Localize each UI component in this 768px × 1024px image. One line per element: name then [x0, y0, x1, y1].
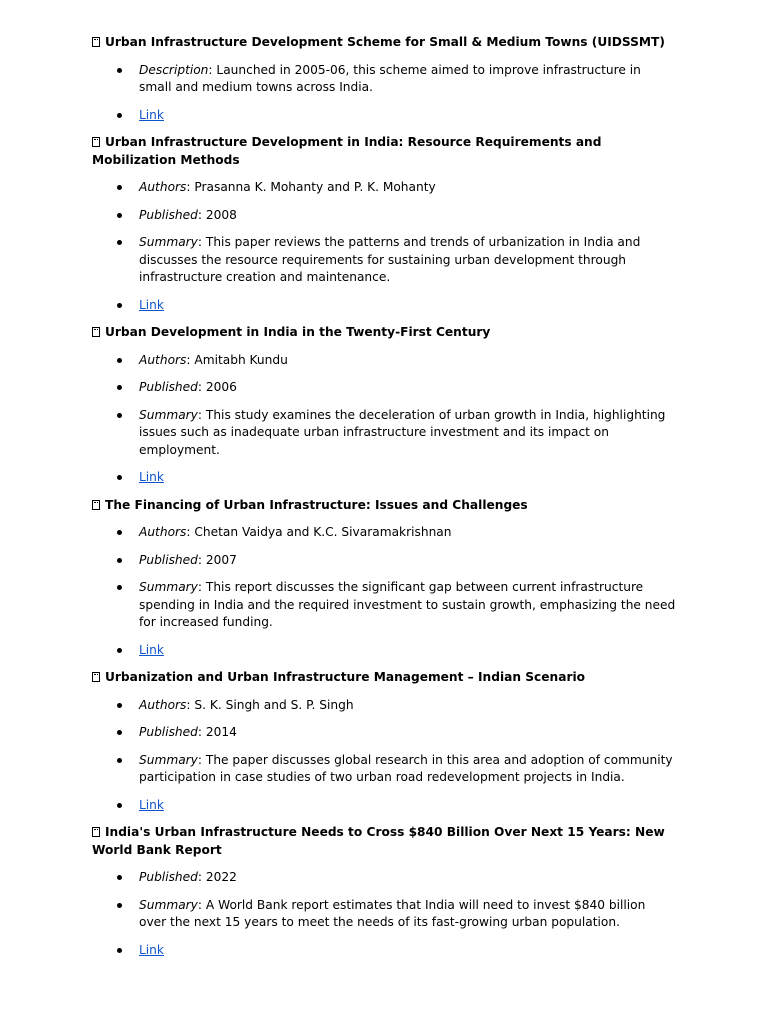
list-item: Summary: This study examines the deceleration of urban growth in India, highlighting issues such as inadequate urban infrastructure investment and its impact on employment. [139, 407, 676, 460]
entry-title-text: The Financing of Urban Infrastructure: Issues and Challenges [105, 497, 528, 512]
entry-link[interactable]: Link [139, 297, 164, 312]
list-item: Published: 2022 [139, 869, 676, 887]
field-label: Published [139, 870, 198, 884]
list-item [139, 642, 676, 660]
entry-title-text: Urban Development in India in the Twenty-First Century [105, 325, 491, 339]
entry [92, 497, 676, 660]
list-item: Published: 2007 [139, 552, 676, 570]
missing-glyph-icon [92, 327, 100, 337]
list-item: Authors: Prasanna K. Mohanty and P. K. Mohanty [139, 179, 676, 197]
entry-title [92, 34, 676, 52]
entry-link[interactable]: Link [139, 942, 164, 957]
field-value: This report discusses the significant gap between current infrastructure spending in India and the required investment to sustain growth, emphasizing the need for increased funding. [139, 580, 676, 629]
entry [92, 34, 676, 124]
list-item [139, 942, 676, 960]
entry-title-text: Urban Infrastructure Development Scheme for Small & Medium Towns (UIDSSMT) [105, 35, 665, 49]
field-label: Authors [139, 525, 187, 539]
field-label: Published [139, 725, 198, 739]
field-value: This study examines the deceleration of urban growth in India, highlighting issues such as inadequate urban infrastructure investment and its impact on employment. [139, 407, 666, 457]
entry-details [92, 869, 676, 959]
field-value: 2006 [205, 380, 237, 394]
list-item: Authors: S. K. Singh and S. P. Singh [139, 697, 676, 715]
field-value: Amitabh Kundu [194, 352, 288, 367]
list-item [139, 469, 676, 487]
entry-title [92, 324, 676, 342]
field-label: Published [139, 552, 198, 567]
field-label: Authors [139, 352, 187, 367]
list-item [139, 107, 676, 125]
field-label: Summary [139, 897, 198, 912]
list-item: Published: 2014 [139, 724, 676, 742]
entry-details [92, 524, 676, 659]
field-value: A World Bank report estimates that India will need to invest $840 billion over the next 15 years to meet the needs of its fast-growing urban population. [139, 897, 646, 929]
field-value: 2007 [205, 552, 237, 567]
entry-title [92, 669, 676, 687]
entry [92, 669, 676, 814]
list-item [139, 797, 676, 815]
missing-glyph-icon [92, 500, 100, 510]
entry-link[interactable]: Link [139, 107, 164, 122]
list-item: Description: Launched in 2005-06, this scheme aimed to improve infrastructure in small and medium towns across India. [139, 62, 676, 97]
field-label: Authors [139, 697, 187, 712]
list-item: Authors: Amitabh Kundu [139, 352, 676, 370]
entry-details [92, 697, 676, 815]
entry-link[interactable]: Link [139, 797, 164, 812]
field-value: S. K. Singh and S. P. Singh [194, 697, 354, 712]
field-value: This paper reviews the patterns and trends of urbanization in India and discusses the resource requirements for sustaining urban development through infrastructure creation and maintenance. [139, 235, 641, 284]
field-label: Summary [139, 580, 198, 594]
entry-title-text: Urbanization and Urban Infrastructure Management – Indian Scenario [105, 670, 586, 684]
missing-glyph-icon [92, 137, 100, 147]
field-label: Published [139, 380, 198, 394]
field-label: Summary [139, 407, 198, 422]
field-label: Description [139, 62, 209, 77]
missing-glyph-icon [92, 827, 100, 837]
entry-title-text: India's Urban Infrastructure Needs to Cross $840 Billion Over Next 15 Years: New World Bank Report [92, 825, 665, 857]
field-value: Prasanna K. Mohanty and P. K. Mohanty [194, 180, 436, 194]
list-item: Summary: This paper reviews the patterns and trends of urbanization in India and discusses the resource requirements for sustaining urban development through infrastructure creation and maintenance. [139, 234, 676, 287]
field-label: Published [139, 207, 198, 222]
list-item: Published: 2006 [139, 379, 676, 397]
field-value: 2008 [205, 207, 237, 222]
missing-glyph-icon [92, 37, 100, 47]
entry-title [92, 134, 676, 169]
entry-title [92, 824, 676, 859]
list-item [139, 297, 676, 315]
field-value: Chetan Vaidya and K.C. Sivaramakrishnan [194, 525, 452, 539]
entry-details [92, 179, 676, 314]
field-value: Launched in 2005-06, this scheme aimed to improve infrastructure in small and medium towns across India. [139, 62, 641, 94]
list-item: Summary: This report discusses the significant gap between current infrastructure spending in India and the required investment to sustain growth, emphasizing the need for increased funding. [139, 579, 676, 632]
list-item: Published: 2008 [139, 207, 676, 225]
field-value: 2014 [205, 725, 237, 739]
entry-details [92, 352, 676, 487]
field-label: Summary [139, 235, 198, 249]
list-item: Authors: Chetan Vaidya and K.C. Sivaramakrishnan [139, 524, 676, 542]
field-value: 2022 [205, 870, 237, 884]
list-item: Summary: The paper discusses global research in this area and adoption of community participation in case studies of two urban road redevelopment projects in India. [139, 752, 676, 787]
field-label: Authors [139, 180, 187, 194]
field-label: Summary [139, 752, 198, 767]
entry-link[interactable]: Link [139, 470, 164, 484]
entry [92, 134, 676, 314]
field-value: The paper discusses global research in this area and adoption of community participation in case studies of two urban road redevelopment projects in India. [139, 752, 673, 784]
entry-link[interactable]: Link [139, 642, 164, 657]
missing-glyph-icon [92, 672, 100, 682]
entry-title [92, 497, 676, 515]
list-item: Summary: A World Bank report estimates that India will need to invest $840 billion over the next 15 years to meet the needs of its fast-growing urban population. [139, 897, 676, 932]
entry-details [92, 62, 676, 125]
entry [92, 324, 676, 487]
entry [92, 824, 676, 959]
entry-title-text: Urban Infrastructure Development in India: Resource Requirements and Mobilization Methods [92, 135, 602, 167]
